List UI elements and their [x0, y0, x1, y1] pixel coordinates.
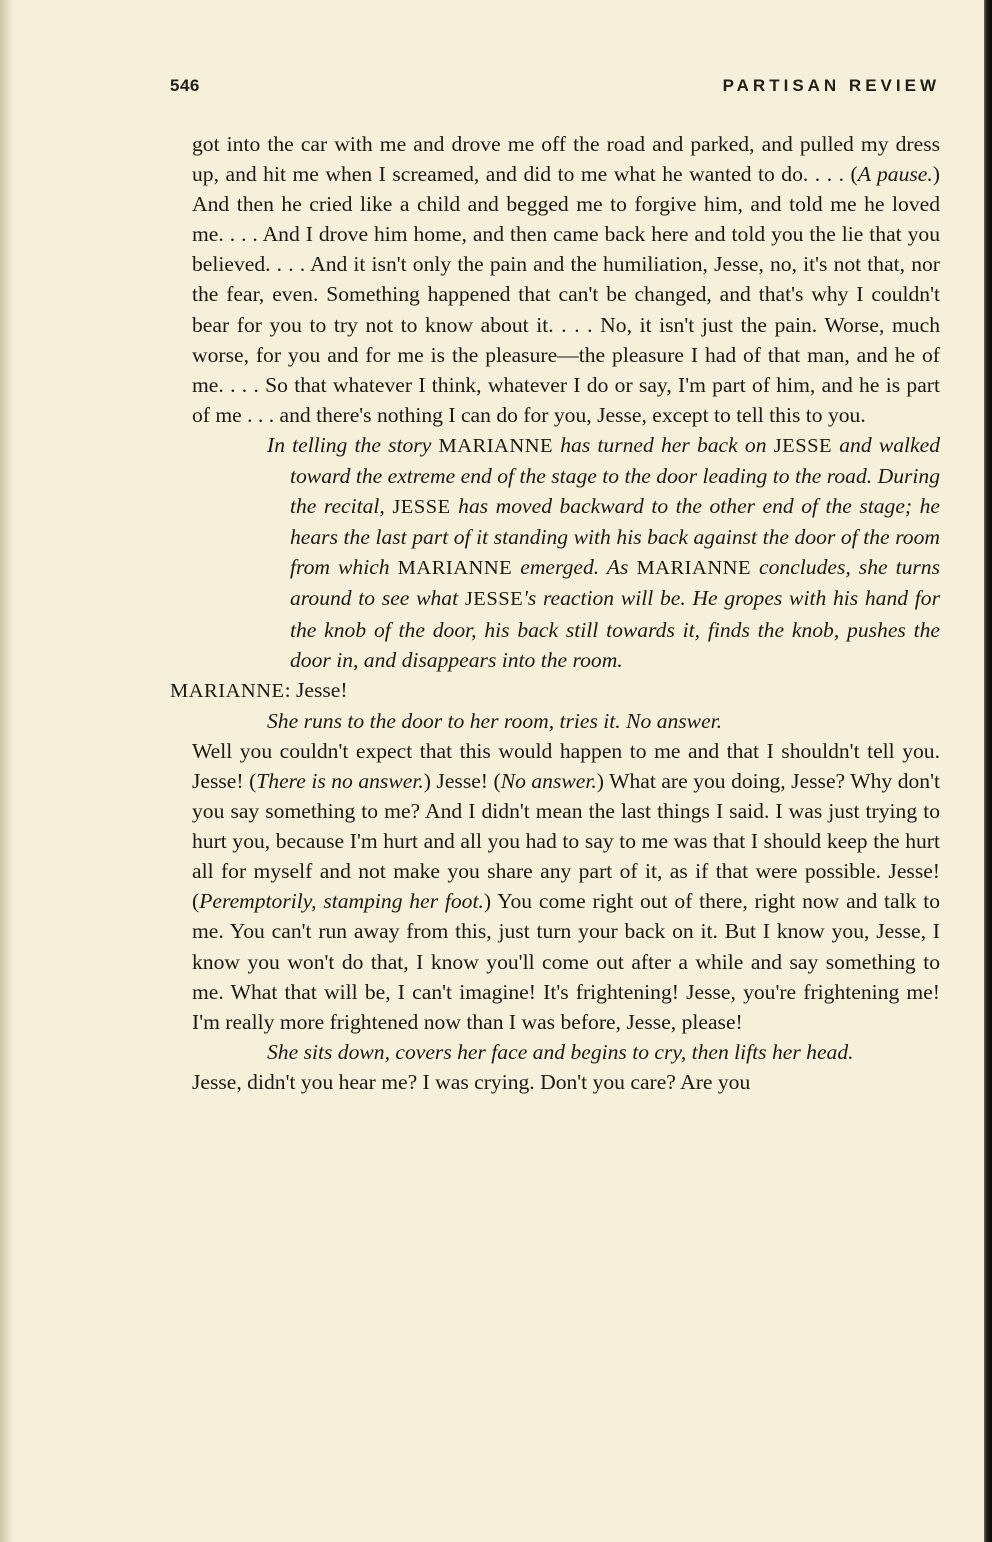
- page-edge: [984, 0, 992, 1542]
- inline-stage-direction: A pause.: [857, 162, 933, 187]
- inline-stage-direction: Peremptorily, stamping her foot.: [199, 889, 484, 914]
- character-name: JESSE: [464, 588, 524, 611]
- character-name: MARIANNE: [636, 557, 751, 580]
- speech-line: MARIANNE: Jesse!: [170, 677, 348, 702]
- page-number: 546: [170, 76, 200, 95]
- character-name: JESSE: [392, 496, 451, 519]
- character-name: MARIANNE: [438, 434, 554, 457]
- page-body: [170, 129, 940, 1097]
- character-name: JESSE: [773, 434, 833, 457]
- journal-title: PARTISAN REVIEW: [722, 76, 940, 95]
- stage-direction-3: She sits down, covers her face and begins to cry, then lifts her head.: [267, 1039, 854, 1064]
- speaker-name: MARIANNE: [170, 679, 285, 702]
- dialogue-paragraph-1: got into the car with me and drove me off the road and parked, and pulled my dress up, and hit me when I screamed, and did to me what he wanted to do. . . . (A pause.) And then he cried like a child and begged me to forgive him, and told me he loved me. . . . And I drove him home, and then came back here and told you the lie that you believed. . . . And it isn't only the pain and the humiliation, Jesse, no, it's not that, nor the fear, even. Something happened that can't be changed, and that's why I couldn't bear for you to try not to know about it. . . . No, it isn't just the pain. Worse, much worse, for you and for me is the pleasure—the pleasure I had of that man, and he of me. . . . So that whatever I think, whatever I do or say, I'm part of him, and he is part of me . . . and there's nothing I can do for you, Jesse, except to tell this to you.: [192, 132, 940, 427]
- inline-stage-direction: No answer.: [500, 768, 597, 793]
- running-header: [170, 76, 940, 100]
- stage-direction-1: In telling the story MARIANNE has turned her back on JESSE and walked toward the extreme end of the stage to the door leading to the road. During the recital, JESSE has moved backward to the other end of the stage; he hears the last part of it standing with his back against the door of the room from which MARIANNE emerged. As MARIANNE concludes, she turns around to see what JESSE's reaction will be. He gropes with his hand for the knob of the door, his back still towards it, finds the knob, pushes the door in, and disappears into the room.: [267, 432, 941, 672]
- dialogue-paragraph-2: Well you couldn't expect that this would happen to me and that I shouldn't tell you. Jesse! (There is no answer.) Jesse! (No answer.) What are you doing, Jesse? Why don't you say something to me? And I didn't mean the last things I said. I was just trying to hurt you, because I'm hurt and all you had to say to me was that I should keep the hurt all for myself and not make you share any part of it, as if that were possible. Jesse! (Peremptorily, stamping her foot.) You come right out of there, right now and talk to me. You can't run away from this, just turn your back on it. But I know you, Jesse, I know you won't do that, I know you'll come out after a while and say something to me. What that will be, I can't imagine! It's frightening! Jesse, you're frightening me! I'm really more frightened now than I was before, Jesse, please!: [192, 738, 941, 1034]
- stage-direction-2: She runs to the door to her room, tries it. No answer.: [267, 708, 723, 733]
- dialogue-paragraph-3: Jesse, didn't you hear me? I was crying. Don't you care? Are you: [192, 1069, 751, 1094]
- character-name: MARIANNE: [397, 557, 513, 580]
- page-gutter-shadow: [0, 0, 14, 1542]
- inline-stage-direction: There is no answer.: [256, 768, 424, 793]
